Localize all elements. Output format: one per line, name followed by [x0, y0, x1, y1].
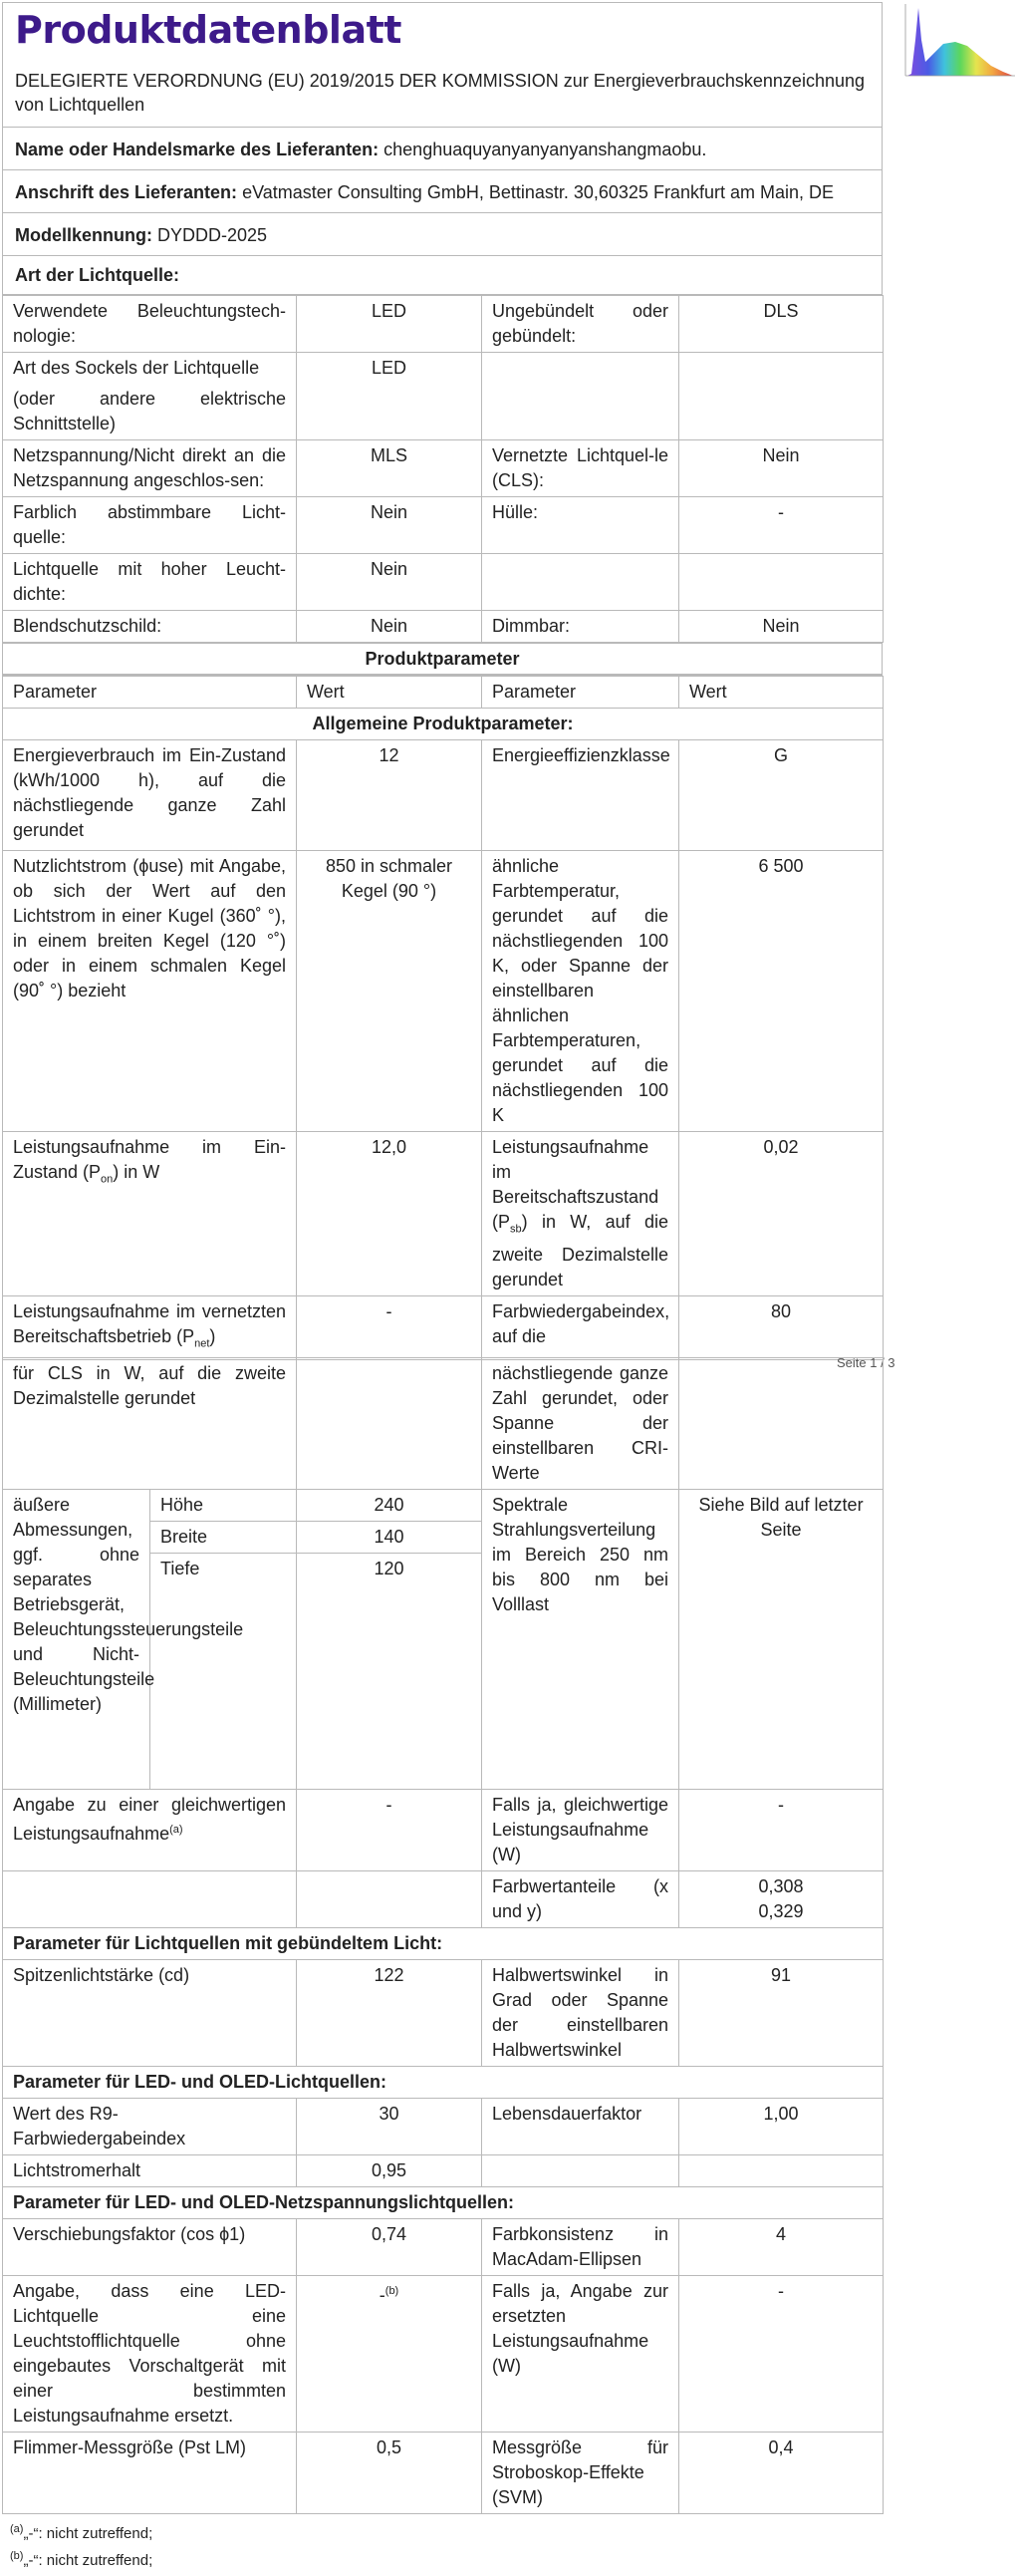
cell-label [3, 1790, 297, 1871]
header-box [2, 2, 883, 295]
footnote-mark: (a) [10, 2523, 24, 2535]
cell-label: Dimmbar: [482, 611, 679, 643]
cell-empty [679, 554, 884, 611]
column-header: Wert [297, 677, 482, 709]
cell-label: Halbwertswinkel in Grad oder Spanne der einstellbaren Halbwertswinkel [482, 1960, 679, 2067]
label-text: Leistungsaufnahme im vernetzten Bereitschaftsbetrieb (P [13, 1300, 286, 1346]
table-row [3, 1490, 884, 1522]
cell-label: äußere Abmessungen, ggf. ohne separates Betriebsgerät, Beleuchtungssteuerungsteile und Nicht-Beleuchtungsteile (Millimeter) [3, 1490, 150, 1790]
cell-value: 30 [297, 2099, 482, 2155]
footnote-a [10, 2518, 875, 2545]
cell-label: ähnliche Farbtemperatur, gerundet auf die nächstliegenden 100 K, oder Spanne der einstellbaren ähnlichen Farbtemperaturen, gerundet auf die nächstliegenden 100 K [482, 851, 679, 1132]
cell-label: Vernetzte Lichtquel-le (CLS): [482, 440, 679, 497]
page-number: Seite 1 / 3 [837, 1355, 895, 1370]
led-heading: Parameter für LED- und OLED-Lichtquellen: [3, 2067, 884, 2099]
supplier-name-value: chenghuaquyanyanyanyanshangmaobu. [383, 140, 707, 159]
cell-label: Falls ja, gleichwertige Leistungsaufnahme (W) [482, 1790, 679, 1871]
cell-value: LED [297, 353, 482, 440]
table-row [3, 2276, 884, 2433]
model-line [3, 213, 882, 256]
table-header-row [3, 677, 884, 709]
cell-value [679, 1871, 884, 1928]
model-label: Modellkennung: [15, 225, 152, 245]
cell-value: LED [297, 296, 482, 353]
cell-label: Energieeffizienzklasse [482, 740, 679, 851]
cell-label: Lebensdauerfaktor [482, 2099, 679, 2155]
footnotes [2, 2514, 883, 2576]
label-subscript: net [194, 1337, 210, 1350]
product-params-table [2, 676, 884, 1360]
cell-label: Hülle: [482, 497, 679, 554]
product-params-heading-box [2, 643, 883, 676]
light-source-type-heading: Art der Lichtquelle: [15, 265, 180, 285]
cell-value: 0,74 [297, 2219, 482, 2276]
cell-value: 0,5 [297, 2433, 482, 2514]
table-row [3, 1358, 884, 1490]
page-title: Produktdatenblatt [15, 8, 401, 52]
directional-heading: Parameter für Lichtquellen mit gebündeltem Licht: [3, 1928, 884, 1960]
cell-label: Blendschutzschild: [3, 611, 297, 643]
cell-label [482, 1132, 679, 1296]
cell-value: 0,4 [679, 2433, 884, 2514]
table-row [3, 353, 884, 440]
table-row [3, 1871, 884, 1928]
footnote-b [10, 2545, 875, 2572]
cell-value: 91 [679, 1960, 884, 2067]
cell-label: Flimmer-Messgröße (Pst LM) [3, 2433, 297, 2514]
column-header: Parameter [482, 677, 679, 709]
dim-label: Höhe [150, 1490, 297, 1522]
cell-label: Lichtstromerhalt [3, 2155, 297, 2187]
dim-value: 240 [297, 1490, 482, 1522]
cell-value: 12 [297, 740, 482, 851]
cell-value: 12,0 [297, 1132, 482, 1296]
table-row [3, 2219, 884, 2276]
cell-label: Verwendete Beleuchtungstech-nologie: [3, 296, 297, 353]
table-row [3, 296, 884, 353]
supplier-address-value: eVatmaster Consulting GmbH, Bettinastr. 30,60325 Frankfurt am Main, DE [242, 182, 834, 202]
cell-value: 6 500 [679, 851, 884, 1132]
cell-value: 0,95 [297, 2155, 482, 2187]
label-text: Leistungsaufnahme im Ein-Zustand (P [13, 1137, 286, 1182]
cell-label: Farblich abstimmbare Licht-quelle: [3, 497, 297, 554]
socket-label-note: (oder andere elektrische Schnittstelle) [13, 389, 286, 433]
cell-label: Wert des R9-Farbwiedergabeindex [3, 2099, 297, 2155]
light-source-type-table [2, 295, 884, 643]
supplier-address-line [3, 170, 882, 213]
cell-label: nächstliegende ganze Zahl gerundet, oder Spanne der einstellbaren CRI-Werte [482, 1358, 679, 1490]
cell-label: Spitzenlichtstärke (cd) [3, 1960, 297, 2067]
cell-value: G [679, 740, 884, 851]
cell-value: - [679, 1790, 884, 1871]
label-subscript: on [101, 1173, 114, 1186]
cell-value: - [679, 497, 884, 554]
cell-empty [679, 1358, 884, 1490]
section-row [3, 709, 884, 740]
table-row [3, 611, 884, 643]
supplier-name-label: Name oder Handelsmarke des Lieferanten: [15, 140, 380, 159]
general-params-heading: Allgemeine Produktparameter: [3, 709, 884, 740]
cell-label [3, 1295, 297, 1360]
socket-label: Art des Sockels der Lichtquelle [13, 358, 260, 378]
label-text: ) in W, auf die zweite Dezimalstelle gerundet [492, 1212, 668, 1289]
table-row [3, 1790, 884, 1871]
cell-value: 850 in schmaler Kegel (90 °) [297, 851, 482, 1132]
table-row [3, 1960, 884, 2067]
value-text: - [379, 2285, 385, 2305]
cell-label [3, 1132, 297, 1296]
cell-value [297, 2276, 482, 2433]
cell-label: Farbwiedergabeindex, auf die [482, 1295, 679, 1360]
table-row [3, 740, 884, 851]
chroma-x: 0,308 [758, 1876, 804, 1896]
table-row [3, 2433, 884, 2514]
dim-value: 120 [297, 1554, 482, 1790]
cell-value: MLS [297, 440, 482, 497]
cell-label: für CLS in W, auf die zweite Dezimalstelle gerundet [3, 1358, 297, 1490]
table-row [3, 1132, 884, 1296]
footnote-mark: (a) [169, 1824, 183, 1836]
cell-value: 4 [679, 2219, 884, 2276]
label-text: Leistungsaufnahme im Bereitschaftszustand (P [492, 1137, 659, 1232]
dim-label: Tiefe [150, 1554, 297, 1790]
footnote-mark: (b) [10, 2550, 24, 2562]
model-value: DYDDD-2025 [157, 225, 268, 245]
cell-empty [482, 2155, 679, 2187]
cell-value: - [297, 1295, 482, 1360]
label-text: ) in W [113, 1162, 160, 1182]
cell-label [3, 353, 297, 440]
cell-value: Siehe Bild auf letzter Seite [679, 1490, 884, 1790]
mains-heading: Parameter für LED- und OLED-Netzspannungslichtquellen: [3, 2187, 884, 2219]
section-row [3, 2187, 884, 2219]
table-row [3, 440, 884, 497]
footnote-text: „-“: nicht zutreffend; [23, 2552, 153, 2569]
cell-label: Netzspannung/Nicht direkt an die Netzspannung angeschlos-sen: [3, 440, 297, 497]
cell-value: 80 [679, 1295, 884, 1360]
cell-label: Energieverbrauch im Ein-Zustand (kWh/1000 h), auf die nächstliegende ganze Zahl gerundet [3, 740, 297, 851]
table-row [3, 497, 884, 554]
cell-value: - [297, 1790, 482, 1871]
cell-label: Farbkonsistenz in MacAdam-Ellipsen [482, 2219, 679, 2276]
cell-empty [679, 2155, 884, 2187]
column-header: Wert [679, 677, 884, 709]
footnote-mark: (b) [384, 2285, 399, 2297]
cell-value: Nein [297, 611, 482, 643]
table-row [3, 2099, 884, 2155]
section-row [3, 2067, 884, 2099]
page-2 [2, 1357, 883, 2576]
supplier-address-label: Anschrift des Lieferanten: [15, 182, 238, 202]
cell-label: Spektrale Strahlungsverteilung im Bereich 250 nm bis 800 nm bei Volllast [482, 1490, 679, 1790]
regulation-intro: DELEGIERTE VERORDNUNG (EU) 2019/2015 DER KOMMISSION zur Energieverbrauchskennzeichnung von Lichtquellen [3, 53, 882, 128]
label-text: Angabe zu einer gleichwertigen Leistungsaufnahme [13, 1795, 287, 1844]
cell-label: Nutzlichtstrom (ϕuse) mit Angabe, ob sich der Wert auf den Lichtstrom in einer Kugel (360˚ °), in einem breiten Kegel (120 °˚) oder in einem schmalen Kegel (90˚ °) bezieht [3, 851, 297, 1132]
cell-empty [297, 1871, 482, 1928]
cell-label: Falls ja, Angabe zur ersetzten Leistungsaufnahme (W) [482, 2276, 679, 2433]
page-1 [2, 2, 883, 1360]
cell-value: 1,00 [679, 2099, 884, 2155]
cell-value: DLS [679, 296, 884, 353]
cell-label: Lichtquelle mit hoher Leucht-dichte: [3, 554, 297, 611]
dim-value: 140 [297, 1522, 482, 1554]
cell-empty [297, 1358, 482, 1490]
cell-value: Nein [679, 440, 884, 497]
cell-value: 0,02 [679, 1132, 884, 1296]
cell-value: 122 [297, 1960, 482, 2067]
supplier-name-line [3, 128, 882, 170]
cell-label: Messgröße für Stroboskop-Effekte (SVM) [482, 2433, 679, 2514]
spectrum-thumbnail [893, 0, 1019, 80]
dim-label: Breite [150, 1522, 297, 1554]
table-row [3, 2155, 884, 2187]
label-subscript: sb [510, 1223, 522, 1236]
cell-value: - [679, 2276, 884, 2433]
footnote-text: „-“: nicht zutreffend; [23, 2525, 153, 2542]
cell-empty [482, 554, 679, 611]
table-row [3, 1295, 884, 1360]
table-row [3, 851, 884, 1132]
cell-label: Verschiebungsfaktor (cos ϕ1) [3, 2219, 297, 2276]
table-row [3, 554, 884, 611]
cell-value: Nein [297, 554, 482, 611]
cell-empty [482, 353, 679, 440]
cell-label: Farbwertanteile (x und y) [482, 1871, 679, 1928]
cell-empty [3, 1871, 297, 1928]
label-text: ) [209, 1325, 216, 1346]
cell-label: Angabe, dass eine LED-Lichtquelle eine Leuchtstofflichtquelle ohne eingebautes Vorschaltgerät mit einer bestimmten Leistungsaufnahme ersetzt. [3, 2276, 297, 2433]
cell-empty [679, 353, 884, 440]
section-row [3, 1928, 884, 1960]
chroma-y: 0,329 [758, 1901, 804, 1921]
product-params-table-continued [2, 1357, 884, 2514]
column-header: Parameter [3, 677, 297, 709]
cell-value: Nein [297, 497, 482, 554]
product-params-heading: Produktparameter [3, 644, 882, 675]
cell-label: Ungebündelt oder gebündelt: [482, 296, 679, 353]
cell-value: Nein [679, 611, 884, 643]
